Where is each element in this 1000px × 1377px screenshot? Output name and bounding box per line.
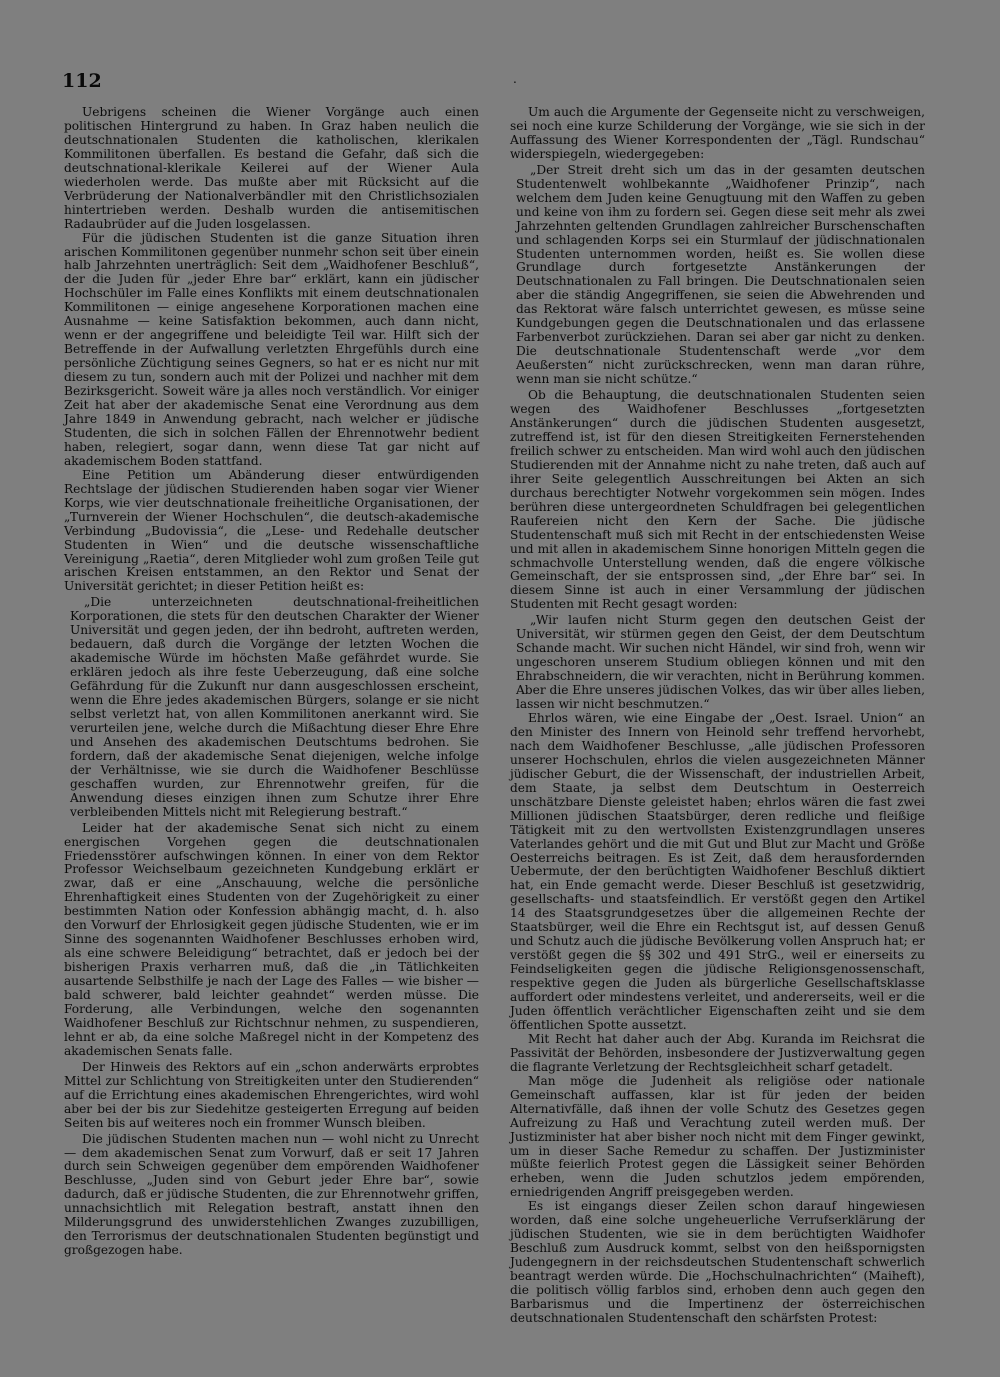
page-mark: .: [513, 72, 517, 86]
left-column: [64, 106, 479, 1258]
paragraph: Leider hat der akademische Senat sich nicht zu einem energischen Vorgehen gegen die deutschnationalen Friedensstörer aufschwingen können. In einer von dem Rektor Professor Weichselbaum gezeichneten Kundgebung erklärt er zwar, daß er eine „Anschauung, welche die persönliche Ehrenhaftigkeit eines Studenten von der Zugehörigkeit zu einer bestimmten Nation oder Konfession abhängig macht, d. h. also den Vorwurf der Ehrlosigkeit gegen jüdische Studenten, wie er im Sinne des sogenannten Waidhofener Beschlusses erhoben wird, als eine schwere Beleidigung“ betrachtet, daß er jedoch bei der bisherigen Praxis verharren muß, daß die „in Tätlichkeiten ausartende Selbsthilfe je nach der Lage des Falles — wie bisher — bald schwerer, bald leichter geahndet“ werden müsse. Die Forderung, alle Verbindungen, welche den sogenannten Waidhofener Beschluß zur Richtschnur nehmen, zu suspendieren, lehnt er ab, da eine solche Maßregel nicht in der Kompetenz des akademischen Senats falle.: [64, 820, 479, 1058]
paragraph: Ob die Behauptung, die deutschnationalen Studenten seien wegen des Waidhofener Beschlusses „fortgesetzten Anstänkerungen“ durch die jüdischen Studenten ausgesetzt, zutreffend ist, ist für den diesen Streitigkeiten Fernerstehenden freilich schwer zu entscheiden. Man wird wohl auch den jüdischen Studierenden mit der Annahme nicht zu nahe treten, daß auch auf ihrer Seite gelegentlich Ausschreitungen bei Akten an sich durchaus berechtigter Notwehr vorgekommen sein mögen. Indes berühren diese untergeordneten Schuldfragen bei gelegentlichen Raufereien nicht den Kern der Sache. Die jüdische Studentenschaft muß sich mit Recht in der entschiedensten Weise und mit allen in akademischem Sinne honorigen Mitteln gegen die schmachvolle Unterstellung wenden, daß die engere völkische Gemeinschaft, der sie entsprossen sind, „der Ehre bar“ sei. In diesem Sinne ist auch in einer Versammlung der jüdischen Studenten mit Recht gesagt worden:: [510, 388, 925, 612]
paragraph: Es ist eingangs dieser Zeilen schon darauf hingewiesen worden, daß eine solche ungeheuerliche Verrufserklärung der jüdischen Studenten, wie sie in dem berüchtigten Waidhofer Beschluß zum Ausdruck kommt, selbst von den heißspornigsten Judengegnern in der reichsdeutschen Studentenschaft schwerlich beantragt werden würde. Die „Hochschulnachrichten“ (Maiheft), die politisch völlig farblos sind, erhoben denn auch gegen den Barbarismus und die Impertinenz der österreichischen deutschnationalen Studentenschaft den schärfsten Protest:: [510, 1199, 925, 1325]
paragraph: Man möge die Judenheit als religiöse oder nationale Gemeinschaft auffassen, klar ist für jeden der beiden Alternativfälle, daß ihnen der volle Schutz des Gesetzes gegen Aufreizung zu Haß und Verachtung zuteil werden muß. Der Justizminister hat aber bisher noch nicht mit dem Finger gewinkt, um in dieser Sache Remedur zu schaffen. Der Justizminister müßte feierlich Protest gegen die Lässigkeit seiner Behörden erheben, wenn die Juden schutzlos jedem empörenden, erniedrigenden Angriff preisgegeben werden.: [510, 1073, 925, 1200]
paragraph: Uebrigens scheinen die Wiener Vorgänge auch einen politischen Hintergrund zu haben. In Graz haben neulich die deutschnationalen Studenten die katholischen, klerikalen Kommilitonen überfallen. Es bestand die Gefahr, daß sich die deutschnational-klerikale Keilerei auf der Wiener Aula wiederholen werde. Das mußte aber mit Rücksicht auf die Verbrüderung der Nationalverbändler mit den Christlichsozialen hintertrieben werden. Deshalb wurden die antisemitischen Radaubrüder auf die Juden losgelassen.: [64, 105, 479, 231]
paragraph: Mit Recht hat daher auch der Abg. Kuranda im Reichsrat die Passivität der Behörden, insbesondere der Justizverwaltung gegen die flagrante Verletzung der Rechtsgleichheit scharf getadelt.: [510, 1031, 925, 1074]
quote-paragraph: „Wir laufen nicht Sturm gegen den deutschen Geist der Universität, wir stürmen gegen den Geist, der dem Deutschtum Schande macht. Wir suchen nicht Händel, wir sind froh, wenn wir ungeschoren unserem Studium obliegen können und mit den Ehrabschneidern, die wir verachten, nicht in Berührung kommen. Aber die Ehre unseres jüdischen Volkes, das wir über alles lieben, lassen wir nicht beschmutzen.“: [516, 613, 925, 712]
right-column: [510, 106, 925, 1326]
paragraph: Um auch die Argumente der Gegenseite nicht zu verschweigen, sei noch eine kurze Schilderung der Vorgänge, wie sie sich in der Auffassung des Wiener Korrespondenten der „Tägl. Rundschau“ widerspiegeln, wiedergegeben:: [510, 105, 925, 161]
paragraph: Für die jüdischen Studenten ist die ganze Situation ihren arischen Kommilitonen gegenüber nunmehr schon seit über einein halb Jahrzehnten unerträglich: Seit dem „Waidhofener Beschluß“, der die Juden für „jeder Ehre bar“ erklärt, kann ein jüdischer Hochschüler im Falle eines Konflikts mit einem deutschnationalen Kommilitonen — einige angesehene Korporationen machen eine Ausnahme — keine Satisfaktion bekommen, auch dann nicht, wenn er der angegriffene und beleidigte Teil war. Hilft sich der Betreffende in der Aufwallung verletzten Ehrgefühls durch eine persönliche Züchtigung seines Gegners, so hat er es nicht nur mit diesem zu tun, sondern auch mit der Polizei und nachher mit dem Bezirksgericht. Soweit wäre ja alles noch verständlich. Vor einiger Zeit hat aber der akademische Senat eine Verordnung aus dem Jahre 1849 in Anwendung gebracht, nach welcher er jüdische Studenten, die sich in solchen Fällen der Ehrennotwehr bedient haben, relegiert, sogar dann, wenn diese Tat gar nicht auf akademischem Boden stattfand.: [64, 230, 479, 468]
quote-paragraph: „Der Streit dreht sich um das in der gesamten deutschen Studentenwelt wohlbekannte „Waidhofener Prinzip“, nach welchem dem Juden keine Genugtuung mit den Waffen zu geben und keine von ihm zu fordern sei. Gegen diese seit mehr als zwei Jahrzehnten geltenden Grundlagen zahlreicher Burschenschaften und schlagenden Korps sei ein Sturmlauf der jüdischnationalen Studenten unternommen worden, heißt es. Sie wollen diese Grundlage durch fortgesetzte Anstänkerungen der Deutschnationalen zu Fall bringen. Die Deutschnationalen seien aber die ständig Angegriffenen, sie seien die Abwehrenden und das Rektorat wäre falsch unterrichtet gewesen, es müsse seine Kundgebungen gegen die Deutschnationalen und das erlassene Farbenverbot zurückziehen. Daran sei aber gar nicht zu denken. Die deutschnationale Studentenschaft werde „vor dem Aeußersten“ nicht zurückschrecken, wenn man daran rühre, wenn man sie nicht schütze.“: [516, 162, 925, 387]
page-number: 112: [62, 70, 102, 92]
paragraph: Eine Petition um Abänderung dieser entwürdigenden Rechtslage der jüdischen Studierenden haben sogar vier Wiener Korps, wie vier deutschnationale freiheitliche Organisationen, der „Turnverein der Wiener Hochschulen“, die deutsch-akademische Verbindung „Budovissia“, die „Lese- und Redehalle deutscher Studenten in Wien“ und die deutsche wissenschaftliche Vereinigung „Raetia“, deren Mitglieder wohl zum großen Teile gut arischen Kreisen entstammen, an den Rektor und Senat der Universität gerichtet; in dieser Petition heißt es:: [64, 467, 479, 594]
paragraph: Ehrlos wären, wie eine Eingabe der „Oest. Israel. Union“ an den Minister des Innern von Heinold sehr treffend hervorhebt, nach dem Waidhofener Beschlusse, „alle jüdischen Professoren unserer Hochschulen, ehrlos die vielen ausgezeichneten Männer jüdischer Geburt, die der Wissenschaft, der industriellen Arbeit, dem Staate, ja selbst dem Deutschtum in Oesterreich unschätzbare Dienste geleistet haben; ehrlos wären die fast zwei Millionen jüdischen Staatsbürger, deren redliche und fleißige Tätigkeit mit zu den wertvollsten Existenzgrundlagen unseres Vaterlandes gehört und die mit Gut und Blut zur Macht und Größe Oesterreichs beitragen. Es ist Zeit, daß dem herausfordernden Uebermute, der den berüchtigten Waidhofener Beschluß diktiert hat, ein Ende gemacht werde. Dieser Beschluß ist gesetzwidrig, gesellschafts- und staatsfeindlich. Er verstößt gegen den Artikel 14 des Staatsgrundgesetzes über die allgemeinen Rechte der Staatsbürger, weil die Ehre ein Rechtsgut ist, auf dessen Genuß und Schutz auch die jüdische Bevölkerung vollen Anspruch hat; er verstößt gegen die §§ 302 und 491 StrG., weil er einerseits zu Feindseligkeiten gegen die jüdische Religionsgenossenschaft, respektive gegen die Juden als bürgerliche Gesellschaftsklasse auffordert oder mindestens verleitet, und andererseits, weil er die Juden öffentlich verächtlicher Eigenschaften zeiht und sie dem öffentlichen Spotte aussetzt.: [510, 710, 925, 1032]
quote-paragraph: „Die unterzeichneten deutschnational-freiheitlichen Korporationen, die stets für den deutschen Charakter der Wiener Universität und gegen jeden, der ihn bedroht, auftreten werden, bedauern, daß durch die Vorgänge der letzten Wochen die akademische Würde im höchsten Maße gefährdet wurde. Sie erklären jedoch als ihre feste Ueberzeugung, daß eine solche Gefährdung für die Zukunft nur dann ausgeschlossen erscheint, wenn die Ehre jedes akademischen Bürgers, solange er sie nicht selbst verletzt hat, von allen Kommilitonen anerkannt wird. Sie verurteilen jene, welche durch die Mißachtung dieser Ehre Ehre und Ansehen des akademischen Deutschtums bedrohen. Sie fordern, daß der akademische Senat diejenigen, welche infolge der Verhältnisse, wie sie durch die Waidhofener Beschlüsse geschaffen wurden, zur Ehrennotwehr greifen, für die Anwendung dieses einzigen ihnen zum Schutze ihrer Ehre verbleibenden Mittels nicht mit Relegierung bestraft.“: [70, 595, 479, 819]
paragraph: Die jüdischen Studenten machen nun — wohl nicht zu Unrecht — dem akademischen Senat zum Vorwurf, daß er seit 17 Jahren durch sein Schweigen gegenüber dem empörenden Waidhofener Beschlusse, „Juden sind von Geburt jeder Ehre bar“, sowie dadurch, daß er jüdische Studenten, die zur Ehrennotwehr griffen, unnachsichtlich mit Relegation bestraft, anstatt ihnen den Milderungsgrund des unwiderstehlichen Zwanges zuzubilligen, den Terrorismus der deutschnationalen Studenten begünstigt und großgezogen habe.: [64, 1131, 479, 1258]
paragraph: Der Hinweis des Rektors auf ein „schon anderwärts erprobtes Mittel zur Schlichtung von Streitigkeiten unter den Studierenden“ auf die Errichtung eines akademischen Ehrengerichtes, wird wohl aber bei der bis zur Siedehitze gesteigerten Erregung auf beiden Seiten bis auf weiteres noch ein frommer Wunsch bleiben.: [64, 1059, 479, 1130]
